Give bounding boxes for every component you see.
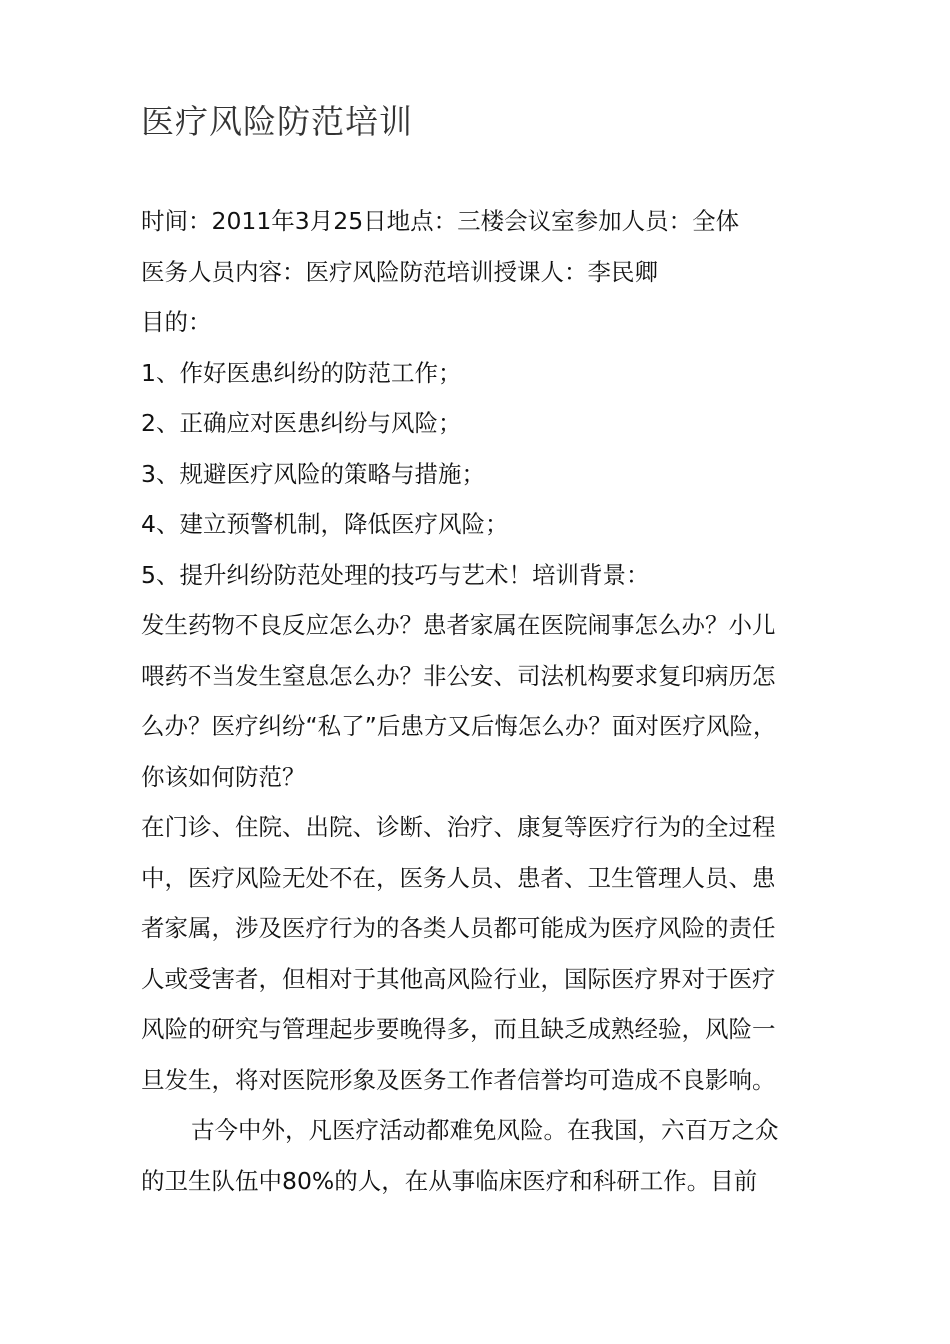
list-item: 3、规避医疗风险的策略与措施； (141, 459, 485, 488)
list-item: 4、建立预警机制，降低医疗风险； (141, 510, 509, 538)
text-line: 的卫生队伍中80%的人，在从事临床医疗和科研工作。目前 (141, 1166, 758, 1195)
text-line: 目的： (141, 308, 212, 336)
text-line: 在门诊、住院、出院、诊断、治疗、康复等医疗行为的全过程 (141, 813, 776, 841)
text-line: 你该如何防范？ (141, 762, 306, 791)
text-line: 者家属，涉及医疗行为的各类人员都可能成为医疗风险的责任 (141, 914, 776, 942)
text-line: 风险的研究与管理起步要晚得多，而且缺乏成熟经验，风险一 (141, 1015, 776, 1043)
list-item: 5、提升纠纷防范处理的技巧与艺术！培训背景： (141, 560, 650, 589)
text-line: 时间：2011年3月25日地点：三楼会议室参加人员：全体 (141, 207, 740, 235)
text-line: 人或受害者，但相对于其他高风险行业，国际医疗界对于医疗 (141, 964, 776, 993)
text-line: 中，医疗风险无处不在，医务人员、患者、卫生管理人员、患 (141, 863, 776, 892)
text-line: 么办？医疗纠纷“私了”后患方又后悔怎么办？面对医疗风险， (141, 712, 777, 740)
text-line: 医务人员内容：医疗风险防范培训授课人：李民卿 (141, 257, 658, 286)
document-title: 医疗风险防范培训 (141, 102, 413, 141)
list-item: 2、正确应对医患纠纷与风险； (141, 409, 462, 437)
document-body (141, 196, 811, 1206)
text-line: 发生药物不良反应怎么办？患者家属在医院闹事怎么办？小儿 (141, 611, 776, 639)
text-line: 喂药不当发生窒息怎么办？非公安、司法机构要求复印病历怎 (141, 661, 776, 690)
list-item: 1、作好医患纠纷的防范工作； (141, 358, 462, 387)
text-line: 古今中外，凡医疗活动都难免风险。在我国，六百万之众 (191, 1116, 779, 1144)
text-line: 旦发生，将对医院形象及医务工作者信誉均可造成不良影响。 (141, 1065, 776, 1094)
